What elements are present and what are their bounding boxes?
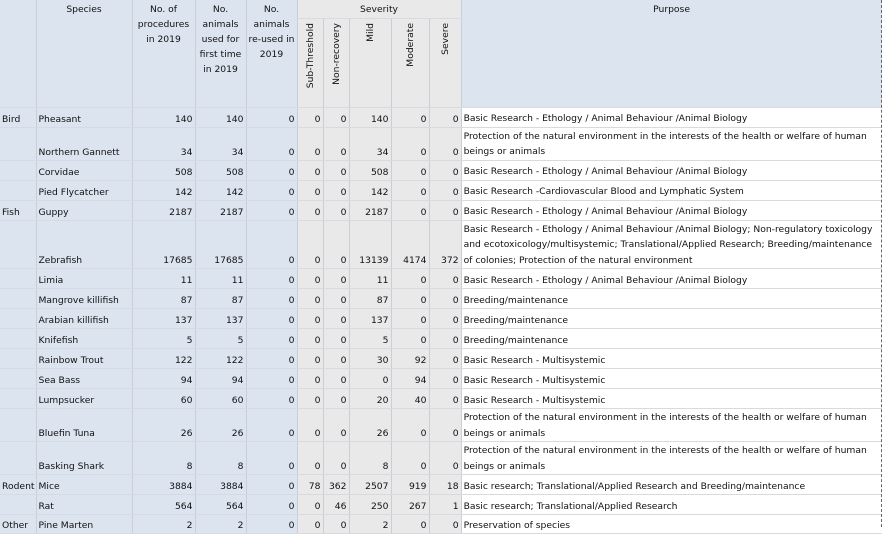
header-severe-label: Severe — [439, 22, 451, 55]
row-species-cell: Corvidae — [36, 160, 132, 180]
row-mild-cell: 508 — [349, 160, 391, 180]
row-moderate-cell: 0 — [391, 107, 429, 127]
row-first-time-cell: 564 — [195, 495, 246, 515]
row-mild-cell: 34 — [349, 127, 391, 160]
row-severe-cell: 0 — [429, 329, 461, 349]
row-first-time-cell: 508 — [195, 160, 246, 180]
row-first-time-cell: 5 — [195, 329, 246, 349]
row-reused-cell: 0 — [246, 220, 297, 269]
row-species-cell: Limia — [36, 269, 132, 289]
row-severe-cell: 18 — [429, 475, 461, 495]
row-species-cell: Lumpsucker — [36, 389, 132, 409]
row-mild-cell: 11 — [349, 269, 391, 289]
row-first-time-cell: 17685 — [195, 220, 246, 269]
header-group-corner — [0, 0, 36, 107]
row-sub-threshold-cell: 0 — [297, 309, 323, 329]
row-moderate-cell: 0 — [391, 127, 429, 160]
row-procedures-cell: 508 — [132, 160, 195, 180]
row-severe-cell: 372 — [429, 220, 461, 269]
row-purpose-cell: Basic Research - Ethology / Animal Behaviour /Animal Biology — [461, 200, 882, 220]
row-non-recovery-cell: 0 — [323, 329, 349, 349]
header-non-recovery-label: Non-recovery — [330, 22, 342, 85]
row-group-cell — [0, 160, 36, 180]
row-reused-cell: 0 — [246, 180, 297, 200]
row-group-cell — [0, 369, 36, 389]
row-severe-cell: 0 — [429, 107, 461, 127]
row-mild-cell: 87 — [349, 289, 391, 309]
row-reused-cell: 0 — [246, 442, 297, 475]
row-mild-cell: 8 — [349, 442, 391, 475]
row-non-recovery-cell: 0 — [323, 220, 349, 269]
row-non-recovery-cell: 0 — [323, 389, 349, 409]
row-non-recovery-cell: 0 — [323, 515, 349, 534]
row-severe-cell: 0 — [429, 515, 461, 534]
row-non-recovery-cell: 0 — [323, 107, 349, 127]
row-non-recovery-cell: 0 — [323, 442, 349, 475]
row-severe-cell: 0 — [429, 442, 461, 475]
row-non-recovery-cell: 0 — [323, 289, 349, 309]
row-mild-cell: 250 — [349, 495, 391, 515]
row-sub-threshold-cell: 78 — [297, 475, 323, 495]
row-species-cell: Sea Bass — [36, 369, 132, 389]
header-mild-label: Mild — [364, 22, 376, 42]
header-reused: No. animals re-used in 2019 — [246, 0, 297, 107]
row-species-cell: Rainbow Trout — [36, 349, 132, 369]
row-reused-cell: 0 — [246, 389, 297, 409]
row-first-time-cell: 87 — [195, 289, 246, 309]
row-moderate-cell: 40 — [391, 389, 429, 409]
table-row — [0, 349, 882, 369]
row-group-cell — [0, 289, 36, 309]
row-reused-cell: 0 — [246, 515, 297, 534]
row-group-cell — [0, 180, 36, 200]
row-severe-cell: 0 — [429, 349, 461, 369]
row-reused-cell: 0 — [246, 369, 297, 389]
row-group-cell — [0, 442, 36, 475]
row-non-recovery-cell: 0 — [323, 269, 349, 289]
row-group-cell — [0, 127, 36, 160]
row-first-time-cell: 94 — [195, 369, 246, 389]
row-species-cell: Mangrove killifish — [36, 289, 132, 309]
header-sub-threshold-label: Sub-Threshold — [304, 22, 316, 88]
row-first-time-cell: 2187 — [195, 200, 246, 220]
row-moderate-cell: 4174 — [391, 220, 429, 269]
row-moderate-cell: 919 — [391, 475, 429, 495]
row-group-cell — [0, 409, 36, 442]
row-severe-cell: 0 — [429, 389, 461, 409]
row-purpose-cell: Basic Research - Ethology / Animal Behaviour /Animal Biology; Non-regulatory toxicology and ecotoxicology/multisystemic; Translational/Applied Research; Breeding/maintenance of colonies; Protection of the natural environment — [461, 220, 882, 269]
row-moderate-cell: 0 — [391, 160, 429, 180]
row-mild-cell: 0 — [349, 369, 391, 389]
row-non-recovery-cell: 0 — [323, 309, 349, 329]
row-non-recovery-cell: 0 — [323, 160, 349, 180]
row-purpose-cell: Preservation of species — [461, 515, 882, 534]
row-species-cell: Bluefin Tuna — [36, 409, 132, 442]
row-purpose-cell: Basic Research -Cardiovascular Blood and Lymphatic System — [461, 180, 882, 200]
row-sub-threshold-cell: 0 — [297, 369, 323, 389]
row-moderate-cell: 94 — [391, 369, 429, 389]
row-non-recovery-cell: 0 — [323, 369, 349, 389]
row-group-cell — [0, 389, 36, 409]
row-sub-threshold-cell: 0 — [297, 389, 323, 409]
row-purpose-cell: Basic Research - Ethology / Animal Behaviour /Animal Biology — [461, 107, 882, 127]
header-severe — [429, 18, 461, 107]
row-first-time-cell: 2 — [195, 515, 246, 534]
row-sub-threshold-cell: 0 — [297, 289, 323, 309]
row-mild-cell: 2 — [349, 515, 391, 534]
row-purpose-cell: Basic Research - Multisystemic — [461, 369, 882, 389]
table-row — [0, 220, 882, 269]
row-sub-threshold-cell: 0 — [297, 200, 323, 220]
row-species-cell: Mice — [36, 475, 132, 495]
row-non-recovery-cell: 0 — [323, 180, 349, 200]
row-reused-cell: 0 — [246, 409, 297, 442]
row-procedures-cell: 5 — [132, 329, 195, 349]
row-first-time-cell: 122 — [195, 349, 246, 369]
row-severe-cell: 0 — [429, 369, 461, 389]
row-non-recovery-cell: 0 — [323, 409, 349, 442]
table-row — [0, 309, 882, 329]
table-row — [0, 389, 882, 409]
row-reused-cell: 0 — [246, 289, 297, 309]
row-purpose-cell: Basic research; Translational/Applied Research — [461, 495, 882, 515]
row-group-cell: Other — [0, 515, 36, 534]
row-reused-cell: 0 — [246, 107, 297, 127]
row-severe-cell: 0 — [429, 269, 461, 289]
row-mild-cell: 5 — [349, 329, 391, 349]
row-species-cell: Arabian killifish — [36, 309, 132, 329]
table-row — [0, 409, 882, 442]
row-sub-threshold-cell: 0 — [297, 349, 323, 369]
row-purpose-cell: Basic Research - Multisystemic — [461, 389, 882, 409]
row-mild-cell: 20 — [349, 389, 391, 409]
row-procedures-cell: 140 — [132, 107, 195, 127]
row-group-cell — [0, 269, 36, 289]
row-severe-cell: 0 — [429, 409, 461, 442]
header-moderate-label: Moderate — [404, 22, 416, 67]
header-mild — [349, 18, 391, 107]
row-procedures-cell: 60 — [132, 389, 195, 409]
row-procedures-cell: 3884 — [132, 475, 195, 495]
row-sub-threshold-cell: 0 — [297, 180, 323, 200]
row-severe-cell: 0 — [429, 127, 461, 160]
row-sub-threshold-cell: 0 — [297, 442, 323, 475]
row-purpose-cell: Basic research; Translational/Applied Research and Breeding/maintenance — [461, 475, 882, 495]
header-first-time: No. animals used for first time in 2019 — [195, 0, 246, 107]
table-row — [0, 127, 882, 160]
table-row — [0, 495, 882, 515]
row-procedures-cell: 2 — [132, 515, 195, 534]
row-moderate-cell: 267 — [391, 495, 429, 515]
row-procedures-cell: 26 — [132, 409, 195, 442]
row-severe-cell: 0 — [429, 309, 461, 329]
row-first-time-cell: 60 — [195, 389, 246, 409]
row-mild-cell: 137 — [349, 309, 391, 329]
row-procedures-cell: 34 — [132, 127, 195, 160]
row-procedures-cell: 142 — [132, 180, 195, 200]
header-moderate — [391, 18, 429, 107]
row-mild-cell: 26 — [349, 409, 391, 442]
row-sub-threshold-cell: 0 — [297, 495, 323, 515]
table-row — [0, 442, 882, 475]
row-severe-cell: 1 — [429, 495, 461, 515]
row-species-cell: Basking Shark — [36, 442, 132, 475]
row-non-recovery-cell: 0 — [323, 200, 349, 220]
row-moderate-cell: 0 — [391, 515, 429, 534]
row-first-time-cell: 140 — [195, 107, 246, 127]
row-group-cell — [0, 220, 36, 269]
header-sub-threshold — [297, 18, 323, 107]
row-group-cell: Bird — [0, 107, 36, 127]
row-moderate-cell: 0 — [391, 289, 429, 309]
row-purpose-cell: Basic Research - Multisystemic — [461, 349, 882, 369]
header-species: Species — [36, 0, 132, 107]
row-species-cell: Pied Flycatcher — [36, 180, 132, 200]
row-first-time-cell: 8 — [195, 442, 246, 475]
row-group-cell: Rodent — [0, 475, 36, 495]
row-purpose-cell: Protection of the natural environment in the interests of the health or welfare of human beings or animals — [461, 127, 882, 160]
row-group-cell — [0, 349, 36, 369]
row-reused-cell: 0 — [246, 269, 297, 289]
row-non-recovery-cell: 0 — [323, 349, 349, 369]
row-sub-threshold-cell: 0 — [297, 329, 323, 349]
row-sub-threshold-cell: 0 — [297, 515, 323, 534]
row-mild-cell: 2507 — [349, 475, 391, 495]
row-moderate-cell: 0 — [391, 442, 429, 475]
row-reused-cell: 0 — [246, 495, 297, 515]
row-reused-cell: 0 — [246, 127, 297, 160]
row-group-cell — [0, 329, 36, 349]
row-sub-threshold-cell: 0 — [297, 409, 323, 442]
row-reused-cell: 0 — [246, 160, 297, 180]
row-moderate-cell: 0 — [391, 269, 429, 289]
row-reused-cell: 0 — [246, 200, 297, 220]
row-procedures-cell: 2187 — [132, 200, 195, 220]
row-sub-threshold-cell: 0 — [297, 220, 323, 269]
row-mild-cell: 30 — [349, 349, 391, 369]
row-reused-cell: 0 — [246, 475, 297, 495]
row-species-cell: Pheasant — [36, 107, 132, 127]
row-procedures-cell: 564 — [132, 495, 195, 515]
row-group-cell: Fish — [0, 200, 36, 220]
row-reused-cell: 0 — [246, 329, 297, 349]
row-procedures-cell: 11 — [132, 269, 195, 289]
table-row — [0, 369, 882, 389]
row-severe-cell: 0 — [429, 200, 461, 220]
row-mild-cell: 140 — [349, 107, 391, 127]
row-purpose-cell: Basic Research - Ethology / Animal Behaviour /Animal Biology — [461, 269, 882, 289]
row-species-cell: Knifefish — [36, 329, 132, 349]
row-non-recovery-cell: 362 — [323, 475, 349, 495]
row-moderate-cell: 92 — [391, 349, 429, 369]
row-first-time-cell: 142 — [195, 180, 246, 200]
table-row — [0, 180, 882, 200]
row-sub-threshold-cell: 0 — [297, 127, 323, 160]
row-first-time-cell: 11 — [195, 269, 246, 289]
row-procedures-cell: 87 — [132, 289, 195, 309]
row-sub-threshold-cell: 0 — [297, 269, 323, 289]
row-purpose-cell: Breeding/maintenance — [461, 289, 882, 309]
row-procedures-cell: 17685 — [132, 220, 195, 269]
row-reused-cell: 0 — [246, 309, 297, 329]
row-group-cell — [0, 309, 36, 329]
row-procedures-cell: 122 — [132, 349, 195, 369]
row-procedures-cell: 94 — [132, 369, 195, 389]
row-severe-cell: 0 — [429, 289, 461, 309]
row-mild-cell: 13139 — [349, 220, 391, 269]
row-moderate-cell: 0 — [391, 329, 429, 349]
header-severity: Severity — [297, 0, 461, 18]
row-moderate-cell: 0 — [391, 200, 429, 220]
row-severe-cell: 0 — [429, 160, 461, 180]
row-first-time-cell: 34 — [195, 127, 246, 160]
row-sub-threshold-cell: 0 — [297, 107, 323, 127]
table-row — [0, 329, 882, 349]
row-purpose-cell: Breeding/maintenance — [461, 329, 882, 349]
row-sub-threshold-cell: 0 — [297, 160, 323, 180]
row-species-cell: Pine Marten — [36, 515, 132, 534]
table-row — [0, 475, 882, 495]
table-row — [0, 269, 882, 289]
row-moderate-cell: 0 — [391, 309, 429, 329]
row-species-cell: Guppy — [36, 200, 132, 220]
row-first-time-cell: 26 — [195, 409, 246, 442]
row-species-cell: Northern Gannett — [36, 127, 132, 160]
table-row — [0, 200, 882, 220]
row-moderate-cell: 0 — [391, 409, 429, 442]
row-severe-cell: 0 — [429, 180, 461, 200]
row-first-time-cell: 3884 — [195, 475, 246, 495]
row-mild-cell: 2187 — [349, 200, 391, 220]
row-reused-cell: 0 — [246, 349, 297, 369]
header-non-recovery — [323, 18, 349, 107]
row-procedures-cell: 137 — [132, 309, 195, 329]
row-non-recovery-cell: 0 — [323, 127, 349, 160]
row-purpose-cell: Breeding/maintenance — [461, 309, 882, 329]
header-procedures: No. of procedures in 2019 — [132, 0, 195, 107]
table-row — [0, 289, 882, 309]
row-procedures-cell: 8 — [132, 442, 195, 475]
row-group-cell — [0, 495, 36, 515]
table-row — [0, 160, 882, 180]
row-mild-cell: 142 — [349, 180, 391, 200]
row-moderate-cell: 0 — [391, 180, 429, 200]
row-non-recovery-cell: 46 — [323, 495, 349, 515]
header-purpose: Purpose — [461, 0, 882, 107]
table-row — [0, 107, 882, 127]
row-purpose-cell: Protection of the natural environment in the interests of the health or welfare of human beings or animals — [461, 442, 882, 475]
row-first-time-cell: 137 — [195, 309, 246, 329]
row-species-cell: Rat — [36, 495, 132, 515]
row-purpose-cell: Protection of the natural environment in the interests of the health or welfare of human beings or animals — [461, 409, 882, 442]
table-row — [0, 515, 882, 534]
row-species-cell: Zebrafish — [36, 220, 132, 269]
row-purpose-cell: Basic Research - Ethology / Animal Behaviour /Animal Biology — [461, 160, 882, 180]
